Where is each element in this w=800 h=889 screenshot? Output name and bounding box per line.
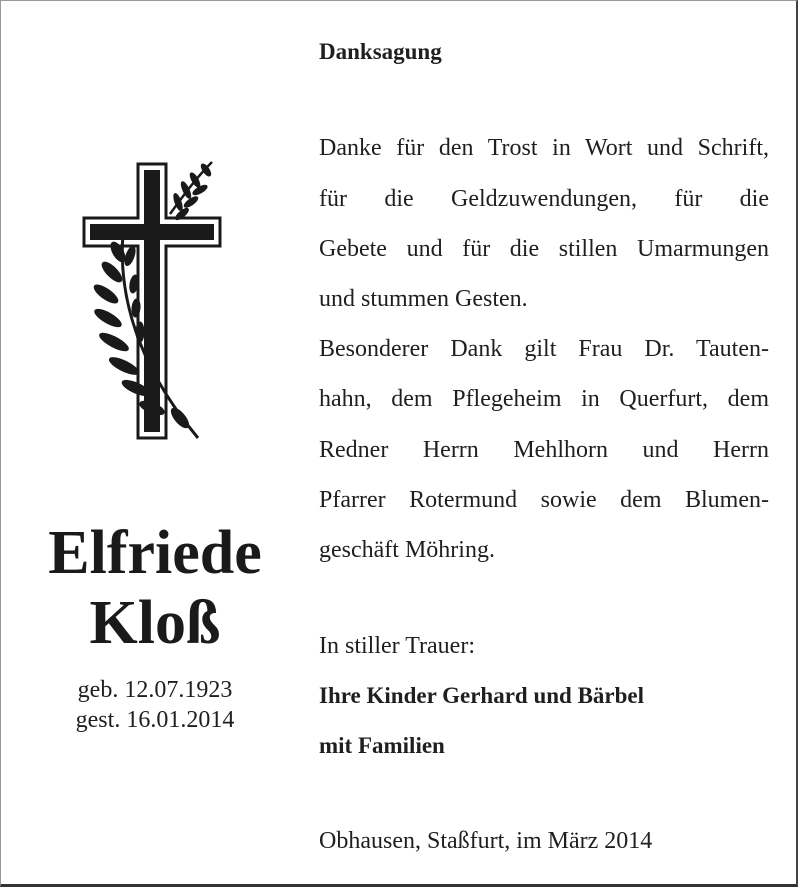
- thanks-line: hahn, dem Pflegeheim in Querfurt, dem: [319, 386, 769, 412]
- thanks-line: Besonderer Dank gilt Frau Dr. Tauten-: [319, 336, 769, 362]
- cross-icon: [84, 164, 220, 438]
- thanks-line: für die Geldzuwendungen, für die: [319, 186, 769, 212]
- notice-heading: Danksagung: [319, 39, 442, 64]
- thanks-line: Redner Herrn Mehlhorn und Herrn: [319, 437, 769, 463]
- death-date: gest. 16.01.2014: [75, 707, 235, 733]
- thanks-line: geschäft Möhring.: [319, 537, 495, 563]
- family-suffix: mit Familien: [319, 733, 445, 758]
- thanks-line: und stummen Gesten.: [319, 286, 528, 312]
- family-names: Ihre Kinder Gerhard und Bärbel: [319, 683, 645, 708]
- left-column: [0, 0, 310, 889]
- place-and-date: Obhausen, Staßfurt, im März 2014: [319, 828, 653, 854]
- deceased-first-name: Elfriede: [48, 519, 262, 587]
- thanks-line: Gebete und für die stillen Umarmungen: [319, 236, 769, 262]
- deceased-last-name: Kloß: [89, 589, 221, 657]
- mourning-intro: In stiller Trauer:: [319, 633, 475, 659]
- birth-date: geb. 12.07.1923: [77, 677, 233, 703]
- cross-with-palm-icon: [78, 156, 228, 446]
- thanks-line: Danke für den Trost in Wort und Schrift,: [319, 135, 769, 161]
- thanks-line: Pfarrer Rotermund sowie dem Blumen-: [319, 487, 769, 513]
